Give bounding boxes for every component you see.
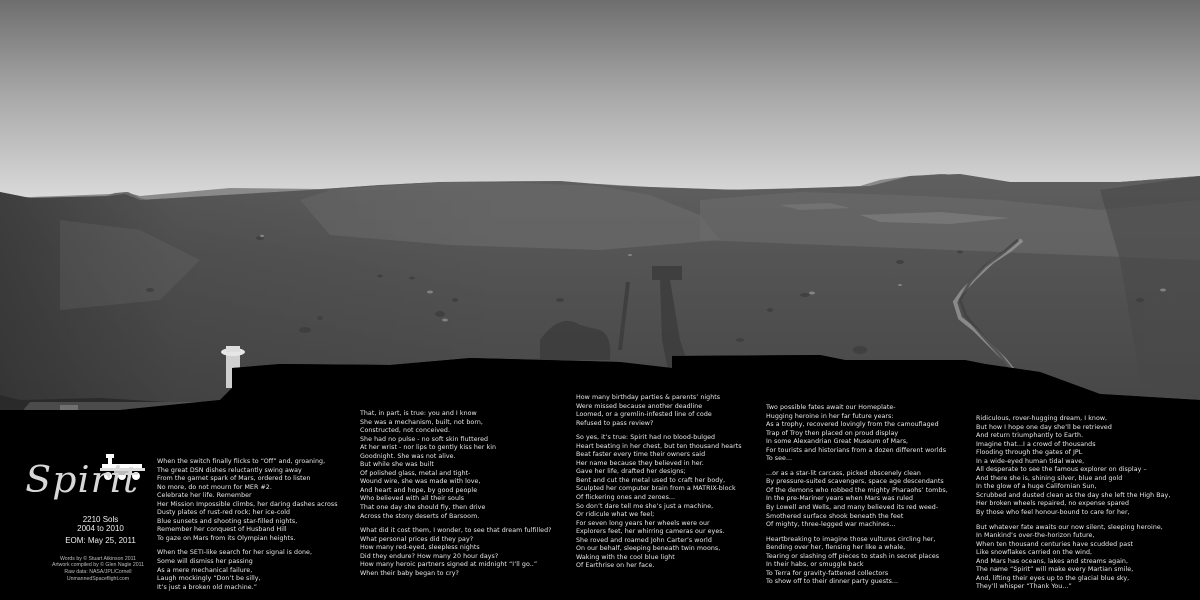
poem-line: She had no pulse - no soft skin fluttered xyxy=(360,435,489,443)
poem-line: So yes, it’s true: Spirit had no blood-bulged xyxy=(576,434,716,442)
poem-line: How many red-eyed, sleepless nights xyxy=(360,544,480,552)
poem-stanza xyxy=(576,434,742,571)
poem-line: And return triumphantly to Earth. xyxy=(976,432,1084,440)
end-of-mission-date: EOM: May 25, 2011 xyxy=(65,536,136,545)
poem-stanza xyxy=(976,415,1170,518)
poem-line: Her name because they believed in her. xyxy=(576,459,704,467)
poem-line: Wound wire, she was made with love, xyxy=(360,478,481,486)
poem-line: Tearing or slashing off pieces to stash in secret places xyxy=(766,552,940,560)
poem-line: Across the stony deserts of Barsoom. xyxy=(360,512,480,520)
poem-line: That one day she should fly, then drive xyxy=(360,504,486,512)
poem-line: How many birthday parties & parents’ nights xyxy=(576,394,721,401)
poem-line: She roved and roamed John Carter’s world xyxy=(576,536,712,544)
poem-line: Of the demons who robbed the mighty Pharaohs’ tombs, xyxy=(766,486,948,494)
poem-line: Gave her life, drafted her designs; xyxy=(576,468,686,476)
credit-raw-data: Raw data: NASA/JPL/Cornell xyxy=(64,569,132,575)
poem-line: Some will dismiss her passing xyxy=(157,558,253,566)
poem-line: By Lowell and Wells, and many believed its red weed- xyxy=(766,504,939,512)
poem-line: They’ll whisper “Thank You...” xyxy=(976,583,1072,591)
poem-line: From the garnet spark of Mars, ordered to listen xyxy=(157,475,311,483)
poem-stanza xyxy=(766,404,948,464)
poem-stanza xyxy=(576,394,742,428)
poem-line: Constructed, not conceived. xyxy=(360,427,451,435)
poem-line: And Mars has oceans, lakes and streams again, xyxy=(976,557,1129,565)
credit-artwork: Artwork compiled by © Glen Nagle 2011 xyxy=(52,562,144,568)
poem-line: Did they endure? How many 20 hour days? xyxy=(360,552,499,560)
poem-line: When their baby began to cry? xyxy=(360,569,459,577)
poem-line: Flooding through the gates of JPL xyxy=(976,449,1083,457)
poem-line: Waking with the cool blue light xyxy=(576,553,675,561)
poem-line: Refused to pass review? xyxy=(576,419,654,427)
poem-line: What did it cost them, I wonder, to see that dream fulfilled? xyxy=(360,527,552,535)
poem-line: Sculpted her computer brain from a MATRIX-block xyxy=(576,485,736,493)
mission-years: 2004 to 2010 xyxy=(77,524,124,533)
poem-line: But how I hope one day she’ll be retrieved xyxy=(976,423,1112,431)
poem-line: Laugh mockingly “Don’t be silly, xyxy=(157,575,261,583)
poem-line: But whatever fate awaits our now silent, sleeping heroine, xyxy=(976,523,1163,531)
poem-stanza xyxy=(157,458,338,543)
poem-column-4 xyxy=(766,404,948,593)
poem-line: Like snowflakes carried on the wind, xyxy=(976,549,1093,557)
sols-count: 2210 Sols xyxy=(82,515,119,524)
poem-line: As a mere mechanical failure, xyxy=(157,566,253,574)
poem-line: The name “Spirit” will make every Martian smile, xyxy=(976,566,1134,574)
poem-line: Heartbreaking to imagine those vultures circling her, xyxy=(766,535,936,543)
poem-line: Of Earthrise on her face. xyxy=(576,562,655,570)
poem-stanza xyxy=(766,470,948,530)
poem-line: Scrubbed and dusted clean as the day she left the High Bay, xyxy=(976,491,1171,499)
poem-line: Imagine that...I a crowd of thousands xyxy=(976,440,1096,448)
poem-line: Dusty plates of rust-red rock; her ice-cold xyxy=(157,509,291,517)
poem-line: Smothered surface shook beneath the feet xyxy=(766,512,904,520)
poem-line: Loomed, or a gremlin-infested line of code xyxy=(576,411,712,419)
poem-line: By those who feel honour-bound to care for her, xyxy=(976,509,1130,517)
poem-line: When ten thousand centuries have scudded past xyxy=(976,540,1134,548)
poem-line: That, in part, is true: you and I know xyxy=(360,410,477,417)
poem-line: So don’t dare tell me she’s just a machine, xyxy=(576,502,714,510)
poem-line: She was a mechanism, built, not born, xyxy=(360,418,483,426)
poem-line: In their habs, or smuggle back xyxy=(766,561,864,569)
poem-line: Hugging heroine in her far future years: xyxy=(766,412,894,420)
poem-line: In Mankind’s over-the-horizon future, xyxy=(976,532,1095,540)
poem-line: It’s just a broken old machine.” xyxy=(157,583,258,591)
credit-website: UnmannedSpaceflight.com xyxy=(66,576,130,582)
poem-line: By pressure-suited scavengers, space age descendants xyxy=(766,478,944,486)
poem-stanza xyxy=(360,527,552,578)
poem-line: At her wrist - nor lips to gently kiss her kin xyxy=(360,444,497,452)
poem-line: In some Alexandrian Great Museum of Mars, xyxy=(766,438,909,446)
title-block xyxy=(18,448,153,598)
poem-column-3 xyxy=(576,394,742,577)
poem-line: Goodnight. She was not alive. xyxy=(360,452,456,460)
poem-line: What personal prices did they pay? xyxy=(360,535,474,543)
poem-line: Trap of Troy then placed on proud display xyxy=(766,429,899,437)
poem-line: ...or as a star-lit carcass, picked obscenely clean xyxy=(766,469,921,477)
poem-column-2 xyxy=(360,410,552,584)
poem-line: To see... xyxy=(766,455,793,463)
poem-line: How many heroic partners signed at midnight “I’ll go..” xyxy=(360,561,538,569)
poem-line: Two possible fates await our Homeplate- xyxy=(766,404,896,411)
poem-line: Heart beating in her chest, but ten thousand hearts xyxy=(576,442,742,450)
poem-line: On our behalf, sleeping beneath twin moons, xyxy=(576,545,721,553)
poem-line: In the pre-Mariner years when Mars was ruled xyxy=(766,495,914,503)
poem-line: Her broken wheels repaired, no expense spared xyxy=(976,500,1130,508)
poem-line: Or ridicule what we feel; xyxy=(576,511,655,519)
poem-line: To Terra for gravity-fattened collectors xyxy=(766,569,889,577)
poem-line: The great DSN dishes reluctantly swing away xyxy=(157,466,302,474)
poem-line: For seven long years her wheels were our xyxy=(576,519,710,527)
poem-column-5 xyxy=(976,415,1170,598)
poem-line: To show off to their dinner party guests... xyxy=(766,578,899,586)
poem-line: As a trophy, recovered lovingly from the camouflaged xyxy=(766,421,939,429)
poem-line: And heart and hope, by good people xyxy=(360,486,478,494)
poem-column-1 xyxy=(157,458,338,598)
poem-line: When the switch finally flicks to “Off” and, groaning, xyxy=(157,458,326,465)
poem-line: Her Mission Impossible climbs, her daring dashes across xyxy=(157,500,338,508)
poem-line: To gaze on Mars from its Olympian heights. xyxy=(157,534,296,542)
poem-line: But while she was built xyxy=(360,461,434,469)
poem-line: Who believed with all their souls xyxy=(360,495,465,503)
credit-words: Words by © Stuart Atkinson 2011 xyxy=(59,556,136,562)
poem-line: No more, do not mourn for MER #2. xyxy=(157,483,272,491)
poem-line: In a wide-eyed human tidal wave, xyxy=(976,457,1085,465)
poem-stanza xyxy=(766,536,948,587)
poem-line: All desperate to see the famous explorer on display – xyxy=(976,466,1147,474)
poem-line: Bending over her, flensing her like a whale, xyxy=(766,544,906,552)
poem-line: Remember her conquest of Husband Hill xyxy=(157,526,287,534)
artwork-title: Spirit xyxy=(25,460,140,501)
poem-line: Explorers feet, her whirring cameras our eyes. xyxy=(576,528,725,536)
poem-line: And, lifting their eyes up to the glacial blue sky, xyxy=(976,574,1130,582)
poem-line: For tourists and historians from a dozen different worlds xyxy=(766,446,947,454)
poem-stanza xyxy=(976,524,1170,592)
poem-line: In the glow of a huge Californian Sun, xyxy=(976,483,1097,491)
poem-stanza xyxy=(157,549,338,592)
poem-line: And there she is, shining silver, blue and gold xyxy=(976,474,1123,482)
poem-line: Blue sunsets and shooting star-filled nights, xyxy=(157,517,298,525)
poem-line: Bent and cut the metal used to craft her body, xyxy=(576,476,726,484)
poem-line: Of flickering ones and zeroes... xyxy=(576,494,676,502)
poem-stanza xyxy=(360,410,552,521)
poem-line: Of polished glass, metal and tight- xyxy=(360,469,471,477)
poem-line: Were missed because another deadline xyxy=(576,402,703,410)
poem-line: Beat faster every time their owners said xyxy=(576,451,706,459)
poem-line: Celebrate her life. Remember xyxy=(157,492,252,500)
poem-line: Of mighty, three-legged war machines... xyxy=(766,521,896,529)
poem-line: When the SETI-like search for her signal is done, xyxy=(157,549,313,557)
poem-line: Ridiculous, rover-hugging dream, I know, xyxy=(976,415,1108,422)
